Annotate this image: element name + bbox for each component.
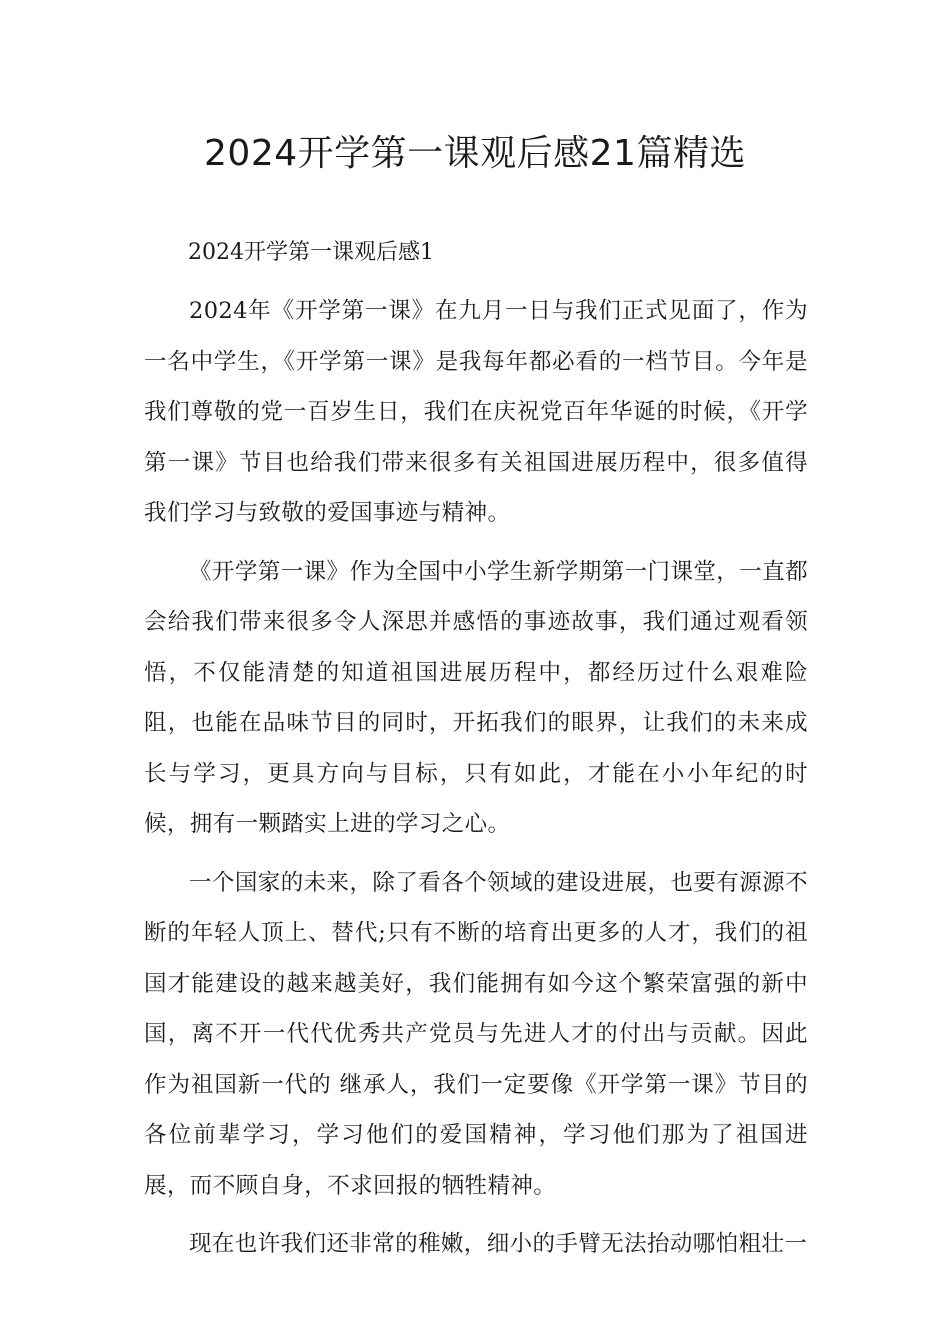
paragraph: 《开学第一课》作为全国中小学生新学期第一门课堂，一直都会给我们带来很多令人深思并感悟的事迹故事，我们通过观看领悟，不仅能清楚的知道祖国进展历程中，都经历过什么艰难险阻，也能在品味节目的同时，开拓我们的眼界，让我们的未来成长与学习，更具方向与目标，只有如此，才能在小小年纪的时候，拥有一颗踏实上进的学习之心。 <box>144 558 808 837</box>
section-heading: 2024开学第一课观后感1 <box>188 240 434 265</box>
paragraph: 现在也许我们还非常的稚嫩，细小的手臂无法抬动哪怕粗壮一 <box>189 1231 808 1257</box>
paragraph: 一个国家的未来，除了看各个领域的建设进展，也要有源源不断的年轻人顶上、替代;只有不断的培育出更多的人才，我们的祖国才能建设的越来越美好，我们能拥有如今这个繁荣富强的新中国，离不开一代代优秀共产党员与先进人才的付出与贡献。因此作为祖国新一代的 继承人，我们一定要像《开学第一课》节目的各位前辈学习，学习他们的爱国精神，学习他们那为了祖国进展，而不顾自身，不求回报的牺牲精神。 <box>144 869 808 1199</box>
document-title: 2024开学第一课观后感21篇精选 <box>204 133 746 174</box>
paragraph: 2024年《开学第一课》在九月一日与我们正式见面了，作为一名中学生，《开学第一课》是我每年都必看的一档节目。今年是我们尊敬的党一百岁生日，我们在庆祝党百年华诞的时候，《开学第一课》节目也给我们带来很多有关祖国进展历程中，很多值得我们学习与致敬的爱国事迹与精神。 <box>144 298 808 526</box>
document-body <box>144 286 808 1278</box>
